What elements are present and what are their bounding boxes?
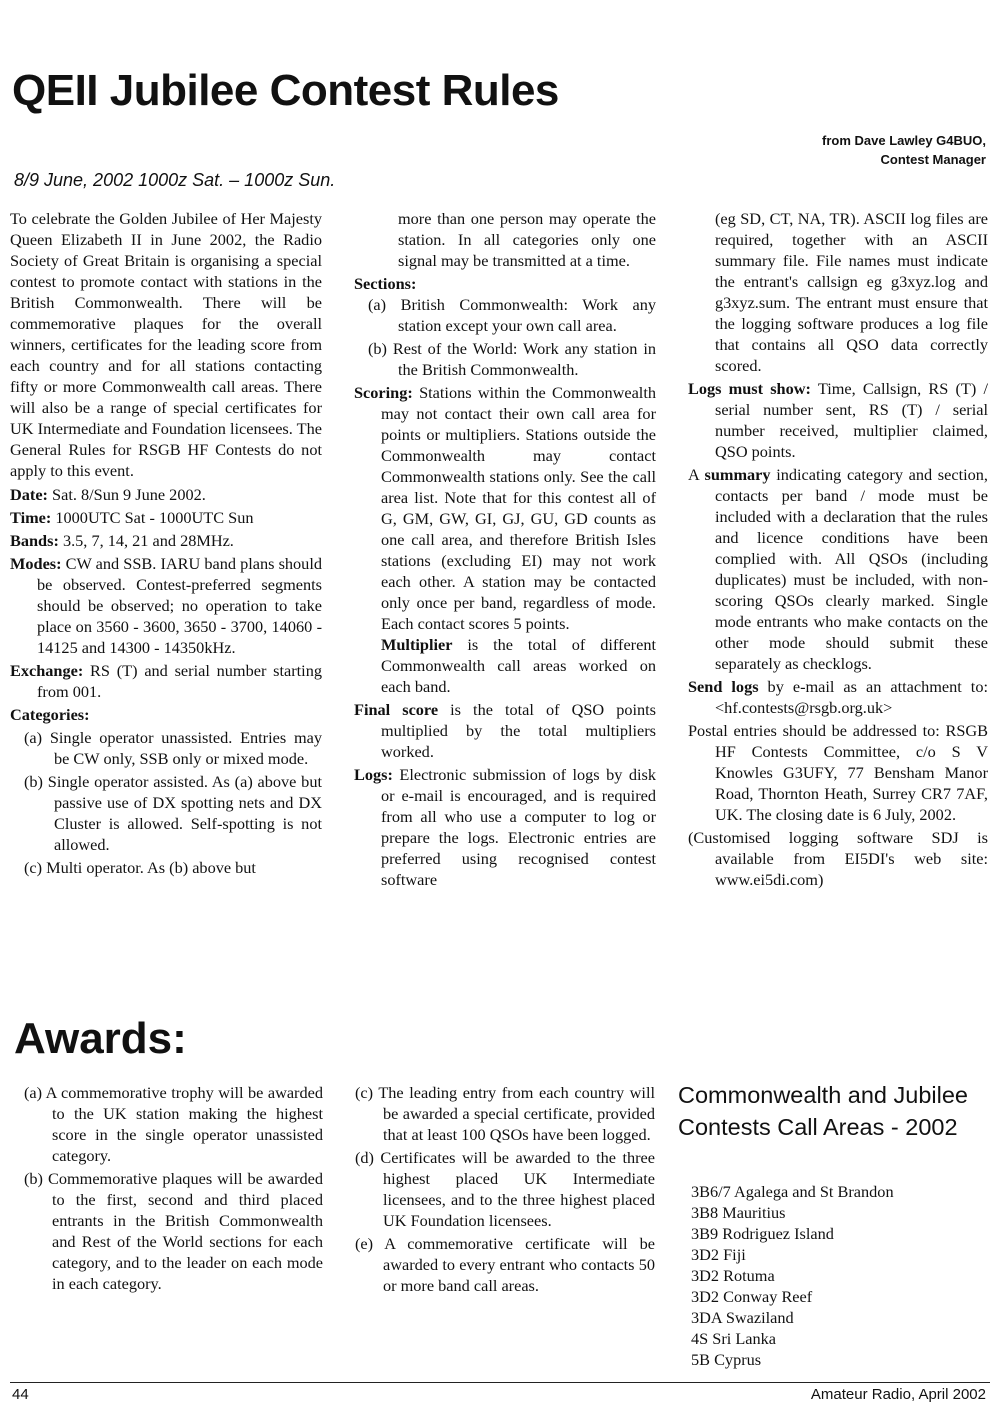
rule-time-label: Time: — [10, 508, 52, 527]
column-2 — [354, 208, 656, 892]
rule-logs-label: Logs: — [354, 765, 393, 784]
award-a: (a) A commemorative trophy will be awarded to the UK station making the highest score in the single operator unassisted category. — [24, 1083, 323, 1165]
category-b: (b) Single operator assisted. As (a) above but passive use of DX spotting nets and DX Cluster is allowed. Self-spotting is not allowed. — [24, 772, 322, 854]
category-c-continued: more than one person may operate the station. In all categories only one signal may be transmitted at a time. — [398, 209, 656, 270]
rule-multiplier-label: Multiplier — [381, 635, 453, 654]
category-a: (a) Single operator unassisted. Entries may be CW only, SSB only or mixed mode. — [24, 728, 322, 768]
rule-multiplier-text: is the total of different Commonwealth call areas worked on each band. — [381, 635, 656, 696]
rule-summary-text: indicating category and section, contacts per band / mode must be included with a declaration that the rules and licence conditions have been complied with. All QSOs (including duplicates) must be included, with non-scoring QSOs clearly marked. Single mode entrants who make contacts on the other mode should submit these separately as checklogs. — [715, 465, 988, 673]
award-c: (c) The leading entry from each country will be awarded a special certificate, provided that at least 100 QSOs have been logged. — [355, 1083, 655, 1144]
rule-date — [10, 484, 322, 505]
rule-bands-label: Bands: — [10, 531, 59, 550]
awards-heading: Awards: — [14, 1014, 187, 1063]
call-area-item: 3D2 Fiji — [691, 1245, 746, 1264]
rule-logs-must-show-text: Time, Callsign, RS (T) / serial number sent, RS (T) / serial number received, multiplier claimed, QSO points. — [715, 379, 988, 461]
rule-logs — [354, 764, 656, 890]
intro-paragraph: To celebrate the Golden Jubilee of Her Majesty Queen Elizabeth II in June 2002, the Radio Society of Great Britain is organising a special contest to promote contact with stations in the British Commonwealth. There will be commemorative plaques for the overall winners, certificates for the leading score from each country and for all stations contacting fifty or more Commonwealth call areas. There will also be a range of special certificates for UK Intermediate and Foundation licensees. The General Rules for RSGB HF Contests do not apply to this event. — [10, 209, 322, 480]
rule-scoring — [354, 382, 656, 697]
dateline: 8/9 June, 2002 1000z Sat. – 1000z Sun. — [14, 170, 336, 190]
call-areas-list — [691, 1181, 981, 1370]
rule-exchange-text: RS (T) and serial number starting from 001. — [37, 661, 322, 701]
rule-date-text: Sat. 8/Sun 9 June 2002. — [47, 485, 206, 504]
rule-summary-prefix: A — [688, 465, 705, 484]
rule-exchange-label: Exchange: — [10, 661, 84, 680]
rule-scoring-text: Stations within the Commonwealth may not contact their own call area for points or multipliers. Stations outside the Commonwealth may contact Commonwealth stations only. See the call area list. Note that for this contest all of G, GM, GW, GI, GJ, GU, GD counts as one call area, and therefore British Isles stations (excluding EI) may not work each other. A station may be contacted only once per band, regardless of mode. Each contact scores 5 points. — [381, 383, 656, 633]
rule-modes — [10, 553, 322, 658]
rule-bands — [10, 530, 322, 551]
call-area-item: 3DA Swaziland — [691, 1308, 794, 1327]
byline-author: from Dave Lawley G4BUO, — [822, 133, 986, 148]
rule-postal-entries: Postal entries should be addressed to: RSGB HF Contests Committee, c/o S V Knowles G3UFY, 77 Bensham Manor Road, Thornton Heath, Surrey CR7 7AF, UK. The closing date is 6 July, 2002. — [688, 721, 988, 824]
award-d: (d) Certificates will be awarded to the three highest placed UK Intermediate licensees, and to the three highest placed UK Foundation licensees. — [355, 1148, 655, 1230]
page-title: QEII Jubilee Contest Rules — [12, 66, 559, 115]
call-area-item: 3B8 Mauritius — [691, 1203, 786, 1222]
award-b: (b) Commemorative plaques will be awarded to the first, second and third placed entrants in the British Commonwealth and Rest of the World sections for each category, and to the leader on each mode in each category. — [24, 1169, 323, 1293]
call-areas-heading: Commonwealth and Jubilee Contests Call Areas - 2002 — [678, 1082, 968, 1140]
rule-summary-label: summary — [704, 465, 771, 484]
rule-summary — [688, 464, 988, 674]
rule-modes-text: CW and SSB. IARU band plans should be observed. Contest-preferred segments should be observed; no operation to take place on 3560 - 3600, 3650 - 3700, 14060 - 14125 and 14300 - 14350kHz. — [37, 554, 322, 657]
rule-exchange — [10, 660, 322, 702]
rule-logs-continued: (eg SD, CT, NA, TR). ASCII log files are required, together with an ASCII summary file. File names must indicate the entrant's callsign eg g3xyz.log and g3xyz.sum. The entrant must ensure that the logging software produces a log file that contains all QSO data correctly scored. — [715, 209, 988, 375]
rule-time — [10, 507, 322, 528]
award-e: (e) A commemorative certificate will be awarded to every entrant who contacts 50 or more band call areas. — [355, 1234, 655, 1295]
rule-modes-label: Modes: — [10, 554, 62, 573]
byline-role: Contest Manager — [880, 152, 986, 167]
page-number: 44 — [12, 1386, 29, 1403]
call-area-item: 3B9 Rodriguez Island — [691, 1224, 834, 1243]
call-area-item: 3D2 Conway Reef — [691, 1287, 813, 1306]
rule-logs-must-show-label: Logs must show: — [688, 379, 811, 398]
rule-logs-text: Electronic submission of logs by disk or e-mail is encouraged, and is required from all who use a computer to log or prepare the logs. Electronic entries are preferred using recognised contest software — [381, 765, 656, 889]
call-area-item: 5B Cyprus — [691, 1350, 762, 1369]
magazine-issue: Amateur Radio, April 2002 — [810, 1386, 986, 1403]
call-area-item: 3B6/7 Agalega and St Brandon — [691, 1182, 894, 1201]
call-area-item: 3D2 Rotuma — [691, 1266, 775, 1285]
rule-date-label: Date: — [10, 485, 48, 504]
rule-custom-software: (Customised logging software SDJ is available from EI5DI's web site: www.ei5di.com) — [688, 828, 988, 889]
rule-time-text: 1000UTC Sat - 1000UTC Sun — [51, 508, 254, 527]
category-c: (c) Multi operator. As (b) above but — [24, 858, 256, 877]
rule-final-score — [354, 699, 656, 762]
rule-final-score-text: is the total of QSO points multiplied by the total multipliers worked. — [381, 700, 657, 761]
rule-categories-label: Categories: — [10, 705, 90, 724]
sections-heading — [354, 273, 656, 294]
rule-final-score-label: Final score — [354, 700, 439, 719]
rule-logs-must-show — [688, 378, 988, 462]
awards-column-1 — [24, 1082, 323, 1296]
awards-column-2 — [355, 1082, 655, 1298]
column-3 — [688, 208, 988, 892]
section-b: (b) Rest of the World: Work any station in the British Commonwealth. — [368, 339, 656, 379]
byline — [822, 131, 986, 169]
rule-send-logs-label: Send logs — [688, 677, 759, 696]
footer-divider — [10, 1382, 990, 1383]
column-1 — [10, 208, 322, 880]
rule-categories — [10, 704, 322, 725]
rule-scoring-label: Scoring: — [354, 383, 413, 402]
sections-label: Sections: — [354, 274, 417, 293]
rule-send-logs — [688, 676, 988, 718]
rule-send-logs-text: by e-mail as an attachment to: <hf.contests@rsgb.org.uk> — [715, 677, 988, 717]
section-a: (a) British Commonwealth: Work any station except your own call area. — [368, 295, 656, 335]
rule-bands-text: 3.5, 7, 14, 21 and 28MHz. — [58, 531, 234, 550]
call-area-item: 4S Sri Lanka — [691, 1329, 777, 1348]
